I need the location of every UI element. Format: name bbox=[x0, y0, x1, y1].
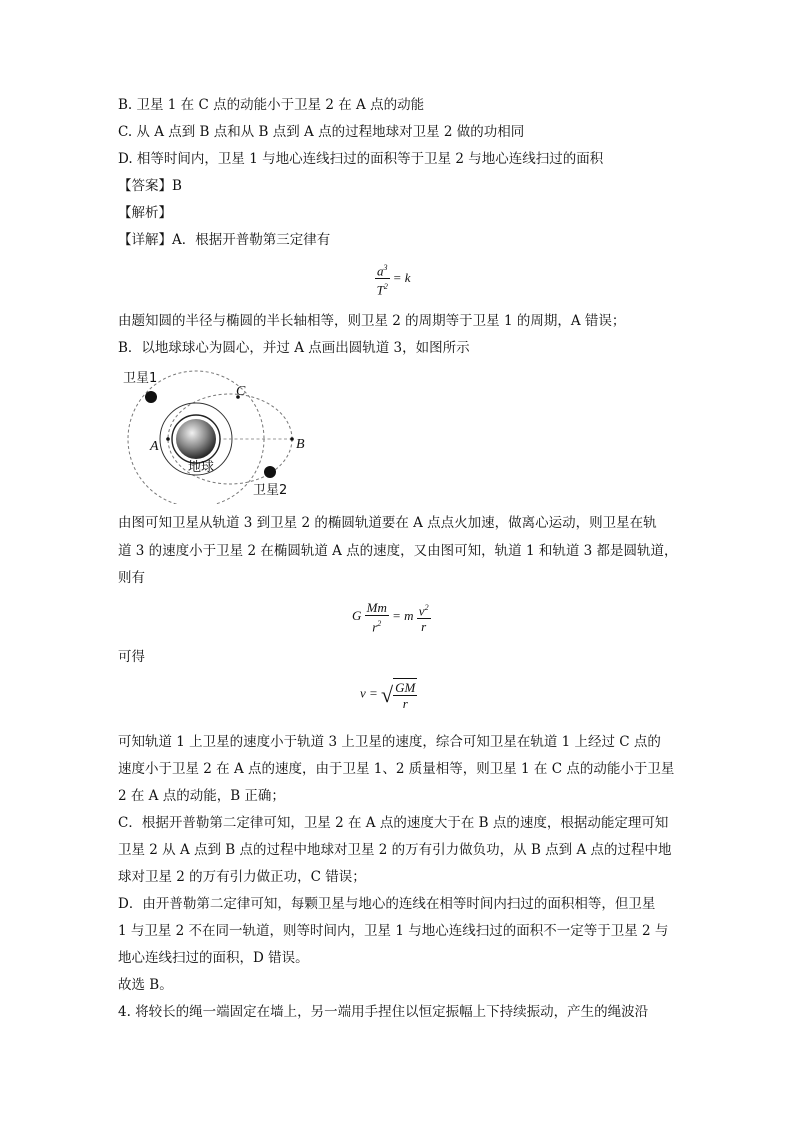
final-answer: 故选 B。 bbox=[118, 977, 173, 993]
next-question: 4. 将较长的绳一端固定在墙上，另一端用手捏住以恒定振幅上下持续振动，产生的绳波沿 bbox=[118, 1004, 649, 1020]
answer-line: 【答案】B bbox=[118, 178, 182, 194]
detail-c-para1: C．根据开普勒第二定律可知，卫星 2 在 A 点的速度大于在 B 点的速度，根据动能定理可知 bbox=[118, 815, 669, 831]
detail-d-para2: 1 与卫星 2 不在同一轨道，则等时间内，卫星 1 与地心连线扫过的面积不一定等于卫星 2 与 bbox=[118, 923, 669, 939]
option-c: C. 从 A 点到 B 点和从 B 点到 A 点的过程地球对卫星 2 做的功相同 bbox=[118, 124, 525, 140]
velocity-den: r bbox=[402, 696, 408, 711]
detail-a-conclusion: 由题知圆的半径与椭圆的半长轴相等，则卫星 2 的周期等于卫星 1 的周期，A 错误； bbox=[118, 313, 626, 329]
detail-d-para3: 地心连线扫过的面积，D 错误。 bbox=[118, 950, 309, 966]
label-a: A bbox=[150, 439, 159, 454]
orbit-diagram bbox=[118, 364, 308, 504]
gravity-den: r bbox=[372, 619, 378, 635]
kepler3-den-exp: 2 bbox=[383, 282, 388, 292]
label-b: B bbox=[296, 437, 305, 452]
detail-b-para1: 由图可知卫星从轨道 3 到卫星 2 的椭圆轨道要在 A 点点火加速，做离心运动，则卫星在轨 bbox=[118, 515, 657, 531]
analysis-heading: 【解析】 bbox=[118, 205, 172, 221]
detail-b-para4: 可知轨道 1 上卫星的速度小于轨道 3 上卫星的速度，综合可知卫星在轨道 1 上经过 C 点的 bbox=[118, 734, 661, 750]
satellite-1-icon bbox=[145, 391, 157, 403]
point-a bbox=[166, 437, 170, 441]
gravity-den-exp: 2 bbox=[377, 619, 382, 628]
point-b bbox=[290, 437, 294, 441]
velocity-lhs: v = bbox=[360, 685, 378, 701]
label-earth: 地球 bbox=[188, 460, 215, 475]
label-sat2: 卫星2 bbox=[253, 483, 288, 498]
detail-a-intro: 【详解】A．根据开普勒第三定律有 bbox=[118, 232, 331, 248]
earth-icon bbox=[176, 419, 216, 459]
satellite-2-icon bbox=[264, 466, 276, 478]
derive-label: 可得 bbox=[118, 649, 145, 665]
formula-velocity bbox=[360, 678, 417, 711]
formula-gravity bbox=[352, 600, 431, 634]
option-b: B. 卫星 1 在 C 点的动能小于卫星 2 在 A 点的动能 bbox=[118, 97, 425, 113]
detail-b-para5: 速度小于卫星 2 在 A 点的速度，由于卫星 1、2 质量相等，则卫星 1 在 C 点的动能小于卫星 bbox=[118, 761, 675, 777]
label-c: C bbox=[236, 384, 246, 399]
gravity-den2: r bbox=[421, 619, 427, 635]
velocity-num: GM bbox=[395, 680, 416, 695]
label-sat1: 卫星1 bbox=[123, 371, 158, 386]
formula-kepler3 bbox=[375, 260, 411, 298]
option-d: D. 相等时间内，卫星 1 与地心连线扫过的面积等于卫星 2 与地心连线扫过的面积 bbox=[118, 151, 604, 167]
detail-b-para2: 道 3 的速度小于卫星 2 在椭圆轨道 A 点的速度，又由图可知，轨道 1 和轨道 3 都是圆轨道， bbox=[118, 543, 678, 559]
detail-c-para2: 卫星 2 从 A 点到 B 点的过程中地球对卫星 2 的万有引力做负功，从 B 点到 A 点的过程中地 bbox=[118, 842, 672, 858]
detail-c-para3: 球对卫星 2 的万有引力做正功，C 错误； bbox=[118, 869, 366, 885]
kepler3-rhs: = k bbox=[392, 269, 411, 285]
sqrt-icon: √ bbox=[381, 681, 394, 707]
gravity-num2: v bbox=[418, 603, 425, 619]
kepler3-num-exp: 3 bbox=[383, 263, 388, 272]
gravity-num2-exp: 2 bbox=[424, 603, 429, 612]
detail-d-para1: D．由开普勒第二定律可知，每颗卫星与地心的连线在相等时间内扫过的面积相等，但卫星 bbox=[118, 896, 656, 912]
gravity-num: Mm bbox=[366, 600, 387, 615]
kepler3-den: T bbox=[376, 282, 384, 298]
detail-b-intro: B．以地球球心为圆心，并过 A 点画出圆轨道 3，如图所示 bbox=[118, 340, 470, 356]
gravity-mid: = m bbox=[392, 608, 414, 624]
gravity-lead: G bbox=[352, 608, 362, 624]
detail-b-para3: 则有 bbox=[118, 570, 145, 586]
kepler3-num: a bbox=[377, 263, 384, 279]
detail-b-para6: 2 在 A 点的动能，B 正确； bbox=[118, 788, 285, 804]
